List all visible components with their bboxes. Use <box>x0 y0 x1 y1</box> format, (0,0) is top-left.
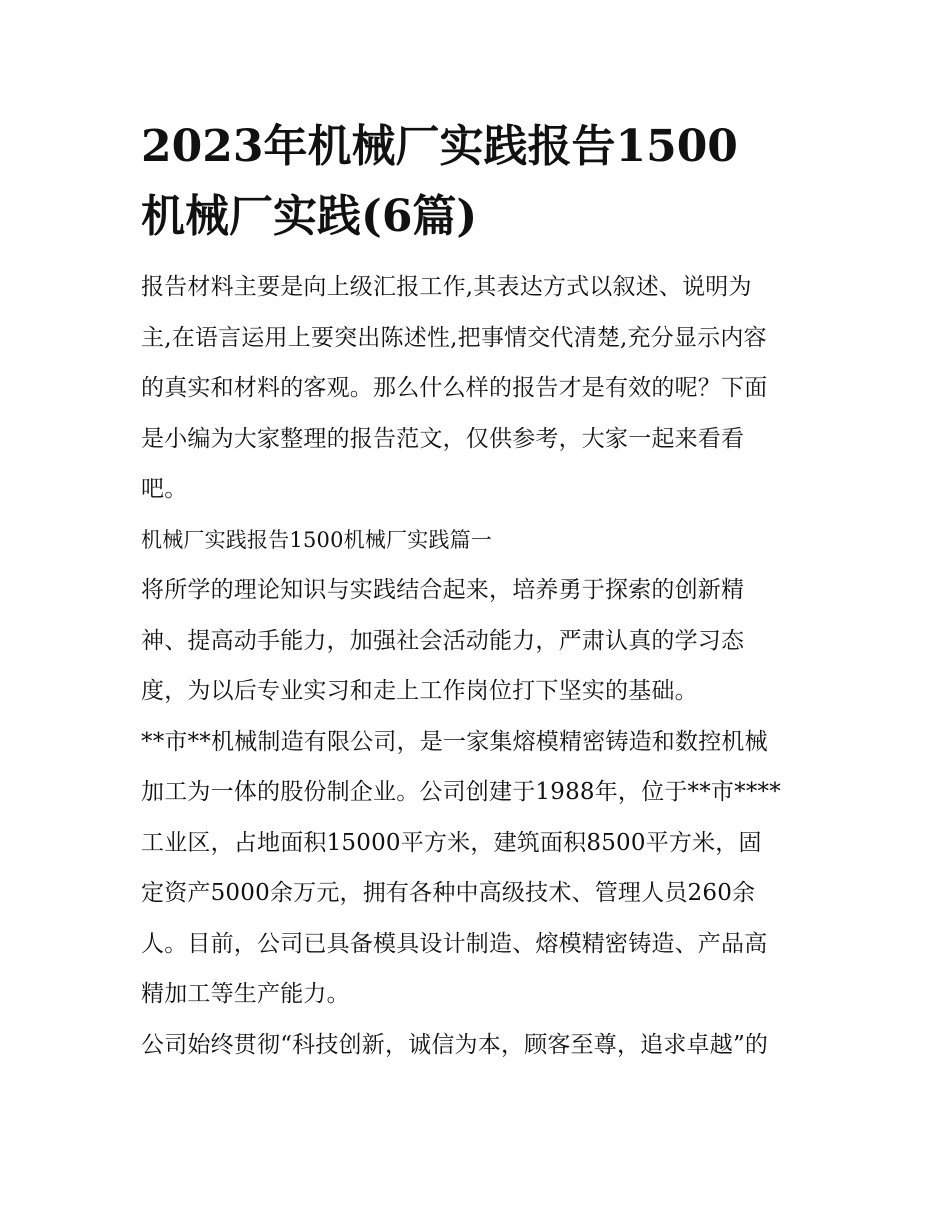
paragraph-philosophy <box>141 1020 813 1071</box>
text-line: 度，为以后专业实习和走上工作岗位打下坚实的基础。 <box>141 678 698 704</box>
text-line: 是小编为大家整理的报告范文，仅供参考，大家一起来看看 <box>141 425 745 452</box>
text-line: 将所学的理论知识与实践结合起来，培养勇于探索的创新精 <box>141 577 745 603</box>
text-line: 公司始终贯彻“科技创新，诚信为本，顾客至尊，追求卓越”的 <box>141 1031 769 1058</box>
intro-paragraph <box>141 262 813 515</box>
document-body <box>141 262 813 1070</box>
text-line: 主,在语言运用上要突出陈述性,把事情交代清楚,充分显示内容 <box>141 324 767 351</box>
section-heading: 机械厂实践报告1500机械厂实践篇一 <box>141 527 493 552</box>
text-line: 人。目前，公司已具备模具设计制造、熔模精密铸造、产品高 <box>141 930 768 957</box>
document-page <box>141 112 813 1070</box>
text-line: 报告材料主要是向上级汇报工作,其表达方式以叙述、说明为 <box>141 274 752 300</box>
document-title <box>141 112 813 252</box>
text-line: 的真实和材料的客观。那么什么样的报告才是有效的呢？下面 <box>141 375 768 401</box>
text-line: 工业区，占地面积15000平方米，建筑面积8500平方米，固 <box>141 829 762 856</box>
paragraph-company <box>141 717 813 1020</box>
title-line: 机械厂实践(6篇) <box>141 191 478 242</box>
text-line: **市**机械制造有限公司，是一家集熔模精密铸造和数控机械 <box>141 728 768 755</box>
text-line: 定资产5000余万元，拥有各种中高级技术、管理人员260余 <box>141 880 756 906</box>
text-line: 精加工等生产能力。 <box>141 981 350 1007</box>
text-line: 神、提高动手能力，加强社会活动能力，严肃认真的学习态 <box>141 627 745 654</box>
paragraph-goals <box>141 565 813 717</box>
text-line: 吧。 <box>141 476 188 502</box>
text-line: 加工为一体的股份制企业。公司创建于1988年，位于**市**** <box>141 779 781 805</box>
title-line: 2023年机械厂实践报告1500 <box>141 121 738 172</box>
